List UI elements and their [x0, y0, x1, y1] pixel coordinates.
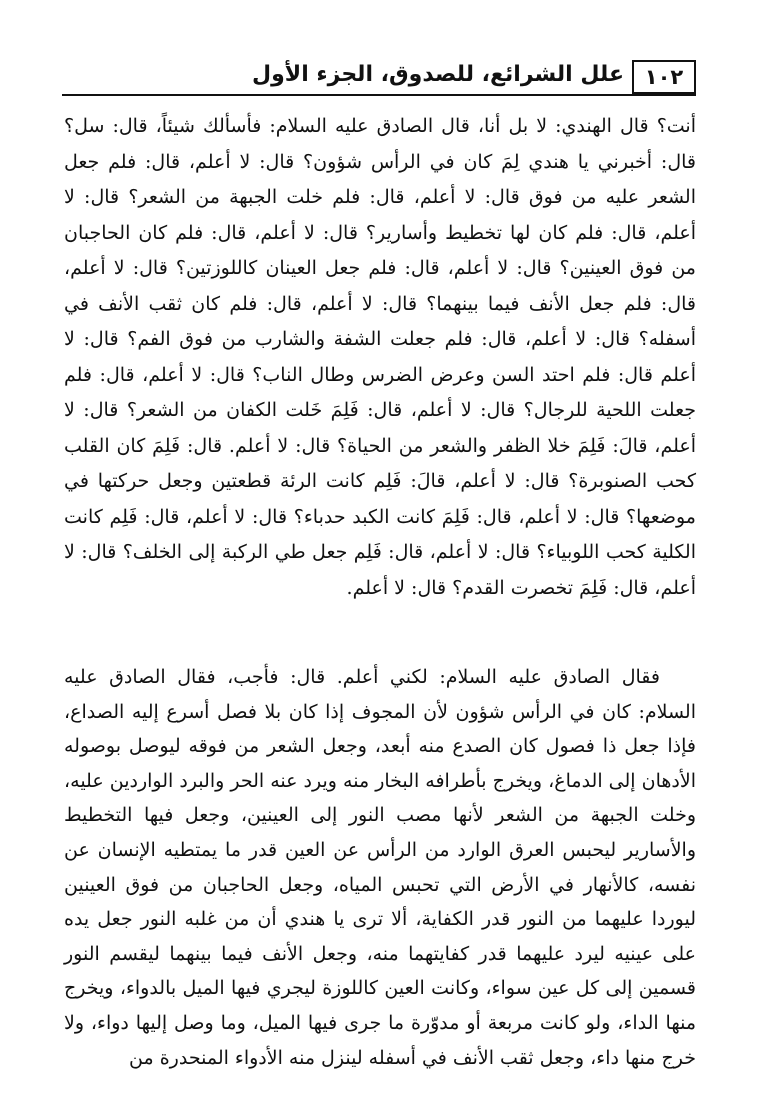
paragraph-answers: فقال الصادق عليه السلام: لكني أعلم. قال: فأجب، فقال الصادق عليه السلام: كان في الرأس شؤون لأن المجوف إذا كان بلا فصل أسرع إليه الصداع، فإذا جعل ذا فصول كان الصدع منه أبعد، وجعل الشعر من فوقه ليوصل بوصوله الأدهان إلى الدماغ، ويخرج بأطرافه البخار منه ويرد عنه الحر والبرد الواردين عليه، وخلت الجبهة من الشعر لأنها مصب النور إلى العينين، وجعل فيها التخطيط والأسارير ليحبس العرق الوارد من الرأس عن العين قدر ما يمتطيه الإنسان عن نفسه، كالأنهار في الأرض التي تحبس المياه، وجعل الحاجبان من فوق العينين ليوردا عليهما من النور قدر الكفاية، ألا ترى يا هندي أن من غلبه النور جعل يده على عينيه ليرد عليهما قدر كفايتهما منه، وجعل الأنف فيما بينهما ليقسم النور قسمين إلى كل عين سواء، وكانت العين كاللوزة ليجري فيها الميل بالدواء، ويخرج منها الداء، ولو كانت مربعة أو مدوّرة ما جرى فيها الميل، وما وصل إليها دواء، ولا خرج منها داء، وجعل ثقب الأنف في أسفله لينزل منه الأدواء المنحدرة من	[64, 666, 696, 1069]
page-number: ١٠٢	[632, 60, 696, 94]
running-title: علل الشرائع، للصدوق، الجزء الأول	[252, 62, 624, 87]
header-rule	[62, 94, 696, 96]
page-header	[62, 56, 696, 96]
paragraph-questions: أنت؟ قال الهندي: لا بل أنا، قال الصادق عليه السلام: فأسألك شيئاً، قال: سل؟ قال: أخبرني يا هندي لِمَ كان في الرأس شؤون؟ قال: لا أعلم، قال: فلم جعل الشعر عليه من فوق قال: لا أعلم، قال: فلم خلت الجبهة من الشعر؟ قال: لا أعلم، قال: فلم كان لها تخطيط وأسارير؟ قال: لا أعلم، قال: فلم كان الحاجبان من فوق العينين؟ قال: لا أعلم، قال: فلم جعل العينان كاللوزتين؟ قال: لا أعلم، قال: فلم جعل الأنف فيما بينهما؟ قال: لا أعلم، قال: فلم كان ثقب الأنف في أسفله؟ قال: لا أعلم، قال: فلم جعلت الشفة والشارب من فوق الفم؟ قال: لا أعلم قال: فلم احتد السن وعرض الضرس وطال الناب؟ قال: لا أعلم، قال: فلم جعلت اللحية للرجال؟ قال: لا أعلم، قال: فَلِمَ خَلت الكفان من الشعر؟ قال: لا أعلم، قالَ: فَلِمَ خلا الظفر والشعر من الحياة؟ قال: لا أعلم. قال: فَلِمَ كان القلب كحب الصنوبرة؟ قال: لا أعلم، قالَ: فَلِم كانت الرئة قطعتين وجعل حركتها في موضعها؟ قال: لا أعلم، قال: فَلِمَ كانت الكبد حدباء؟ قال: لا أعلم، قال: فَلِم كانت الكلية كحب اللوبياء؟ قال: لا أعلم، قال: فَلِم جعل طي الركبة إلى الخلف؟ قال: لا أعلم، قال: فَلِمَ تخصرت القدم؟ قال: لا أعلم.	[64, 115, 696, 599]
